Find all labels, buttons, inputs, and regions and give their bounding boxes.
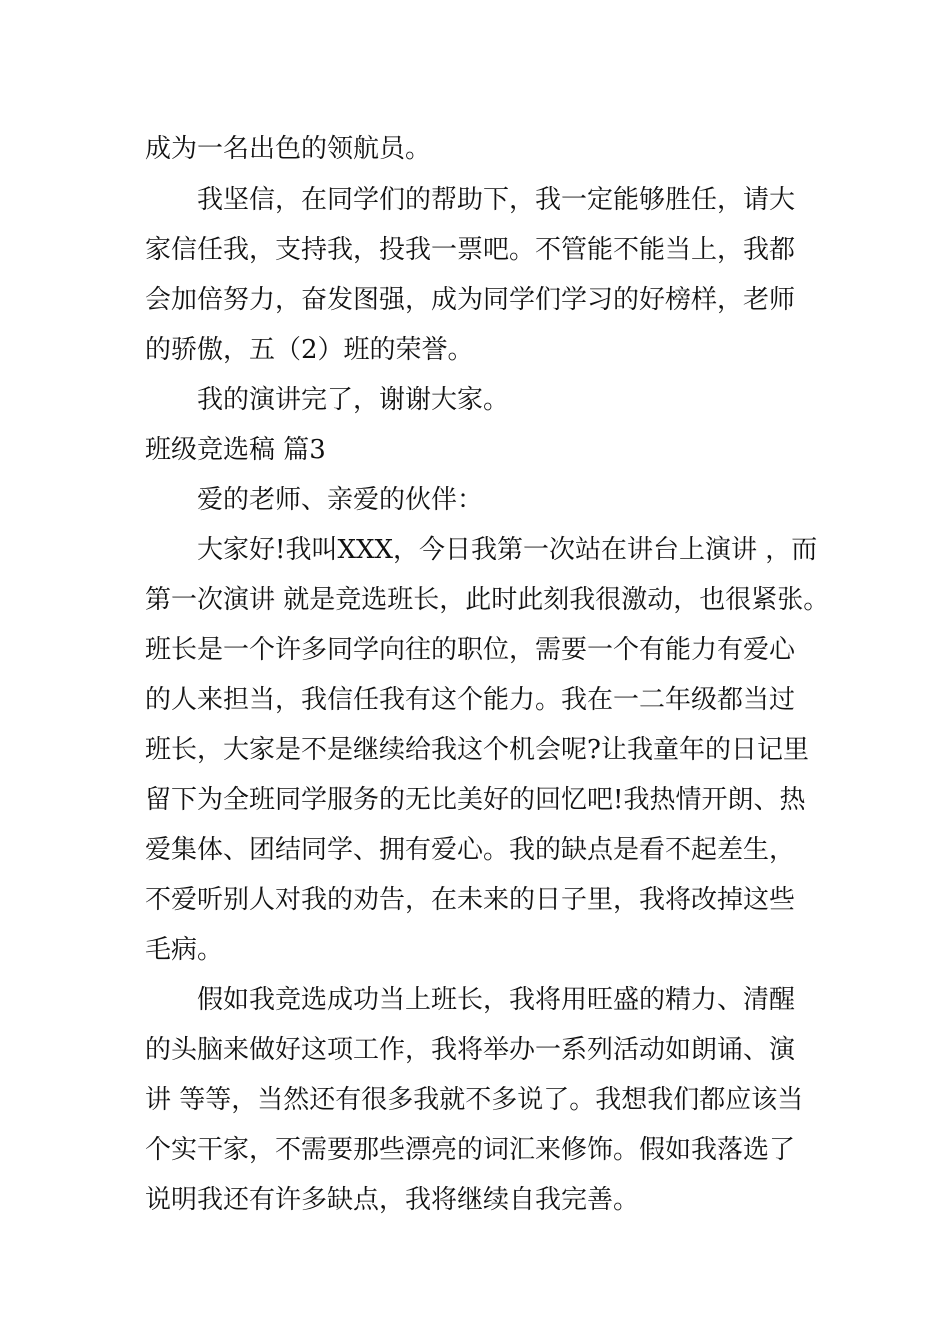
text-line: 爱的老师、亲爱的伙伴： [197, 485, 484, 515]
text-line: 的人来担当，我信任我有这个能力。我在一二年级都当过 [145, 685, 796, 715]
text-line: 第一次演讲 就是竞选班长，此时此刻我很激动，也很紧张。 [145, 585, 830, 615]
section-heading: 班级竞选稿 篇3 [145, 435, 326, 465]
text-line: 的骄傲，五（2）班的荣誉。 [145, 335, 474, 365]
text-line: 讲 等等，当然还有很多我就不多说了。我想我们都应该当 [145, 1085, 804, 1115]
text-line: 个实干家，不需要那些漂亮的词汇来修饰。假如我落选了 [145, 1135, 796, 1165]
text-line: 爱集体、团结同学、拥有爱心。我的缺点是看不起差生， [145, 835, 796, 865]
text-line: 成为一名出色的领航员。 [145, 134, 432, 164]
text-line: 会加倍努力，奋发图强，成为同学们学习的好榜样，老师 [145, 285, 796, 315]
text-line: 说明我还有许多缺点，我将继续自我完善。 [145, 1185, 640, 1215]
text-line: 毛病。 [145, 935, 224, 965]
text-line: 大家好!我叫XXX，今日我第一次站在讲台上演讲 ，而 [197, 535, 818, 565]
text-line: 班长，大家是不是继续给我这个机会呢?让我童年的日记里 [145, 735, 809, 765]
text-line: 家信任我，支持我，投我一票吧。不管能不能当上，我都 [145, 235, 796, 265]
text-line: 我的演讲完了，谢谢大家。 [197, 385, 510, 415]
text-line: 的头脑来做好这项工作，我将举办一系列活动如朗诵、演 [145, 1035, 796, 1065]
text-line: 不爱听别人对我的劝告，在未来的日子里，我将改掉这些 [145, 885, 796, 915]
text-line: 留下为全班同学服务的无比美好的回忆吧!我热情开朗、热 [145, 785, 806, 815]
text-line: 假如我竞选成功当上班长，我将用旺盛的精力、清醒 [197, 985, 796, 1015]
text-line: 班长是一个许多同学向往的职位，需要一个有能力有爱心 [145, 635, 796, 665]
text-line: 我坚信，在同学们的帮助下，我一定能够胜任，请大 [197, 185, 796, 215]
